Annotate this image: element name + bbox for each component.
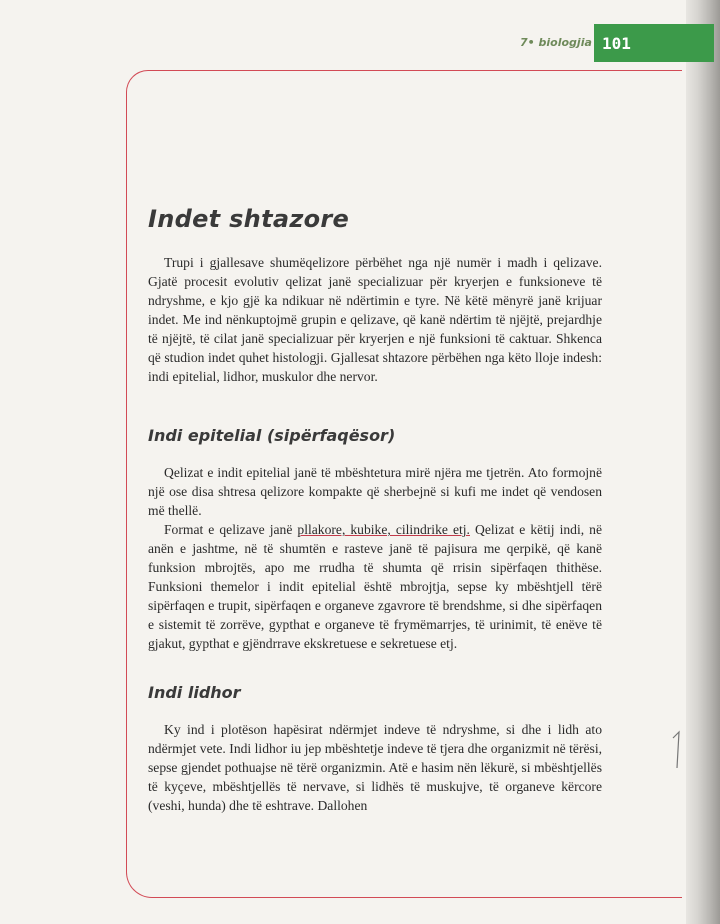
running-head: 7• biologjia xyxy=(520,36,592,49)
lidhor-paragraph-1: Ky ind i plotëson hapësirat ndërmjet indeve të ndryshme, si dhe i lidh ato ndërmjet vete. Indi lidhor iu jep mbështetje indeve të tjera dhe organizmit në tërësi, sepse gjendet pothuajse në tërë organizmin. Atë e hasim nën lëkurë, si mbështjellës të kyçeve, mbështjellës të nervave, si lidhës të muskujve, të organeve kërcore (veshi, hunda) dhe të eshtrave. Dallohen xyxy=(148,722,602,813)
cell-shapes-underlined: pllakore, kubike, cilindrike etj. xyxy=(297,522,470,537)
page-edge-shadow xyxy=(686,0,720,924)
epitelial-paragraph-2 xyxy=(148,520,602,653)
epitelial-p2-start: Format e qelizave janë xyxy=(164,522,298,537)
page-number: 101 xyxy=(602,33,631,53)
epitelial-p2-rest: Qelizat e këtij indi, në anën e jashtme, në të shumtën e rasteve janë të pajisura me qerpikë, që kanë funksion mbrojtës, apo me rrudha të shumta që rrisin sipërfaqen thithëse. Funksioni themelor i indit epitelial është mbrojtja, sepse ky mbështjell tërë sipërfaqen e trupit, sipërfaqen e organeve zgavrore të brendshme, si dhe sipërfaqen e sistemit të zorrëve, gypthat e organeve të frymëmarrjes, të urinimit, të enëve të gjakut, gypthat e gjëndrrave ekskretuese e sekretuese etj. xyxy=(148,522,602,651)
handwritten-margin-mark xyxy=(670,730,684,770)
heading-indi-lidhor: Indi lidhor xyxy=(148,683,241,702)
page-title: Indet shtazore xyxy=(148,205,350,233)
heading-indi-epitelial: Indi epitelial (sipërfaqësor) xyxy=(148,426,396,445)
page-number-tab xyxy=(594,24,714,62)
page-content xyxy=(148,205,602,815)
intro-paragraph: Trupi i gjallesave shumëqelizore përbëhet nga një numër i madh i qelizave. Gjatë procesit evolutiv qelizat janë specializuar për kryerjen e funksioneve të ndryshme, e kjo gjë ka ndikuar në ndërtimin e tyre. Në këtë mënyrë janë krijuar indet. Me ind nënkuptojmë grupin e qelizave, që kanë ndërtim të njëjtë, prejardhje të njëjtë, të cilat janë specializuar për kryerjen e një funksioni të caktuar. Shkenca që studion indet quhet histologji. Gjallesat shtazore përbëhen nga këto lloje indesh: indi epitelial, lidhor, muskulor dhe nervor. xyxy=(148,255,602,384)
epitelial-paragraph-1: Qelizat e indit epitelial janë të mbështetura mirë njëra me tjetrën. Ato formojnë një ose disa shtresa qelizore kompakte që sherbejnë si kufi me indet që vendosen më thellë. xyxy=(148,465,602,518)
